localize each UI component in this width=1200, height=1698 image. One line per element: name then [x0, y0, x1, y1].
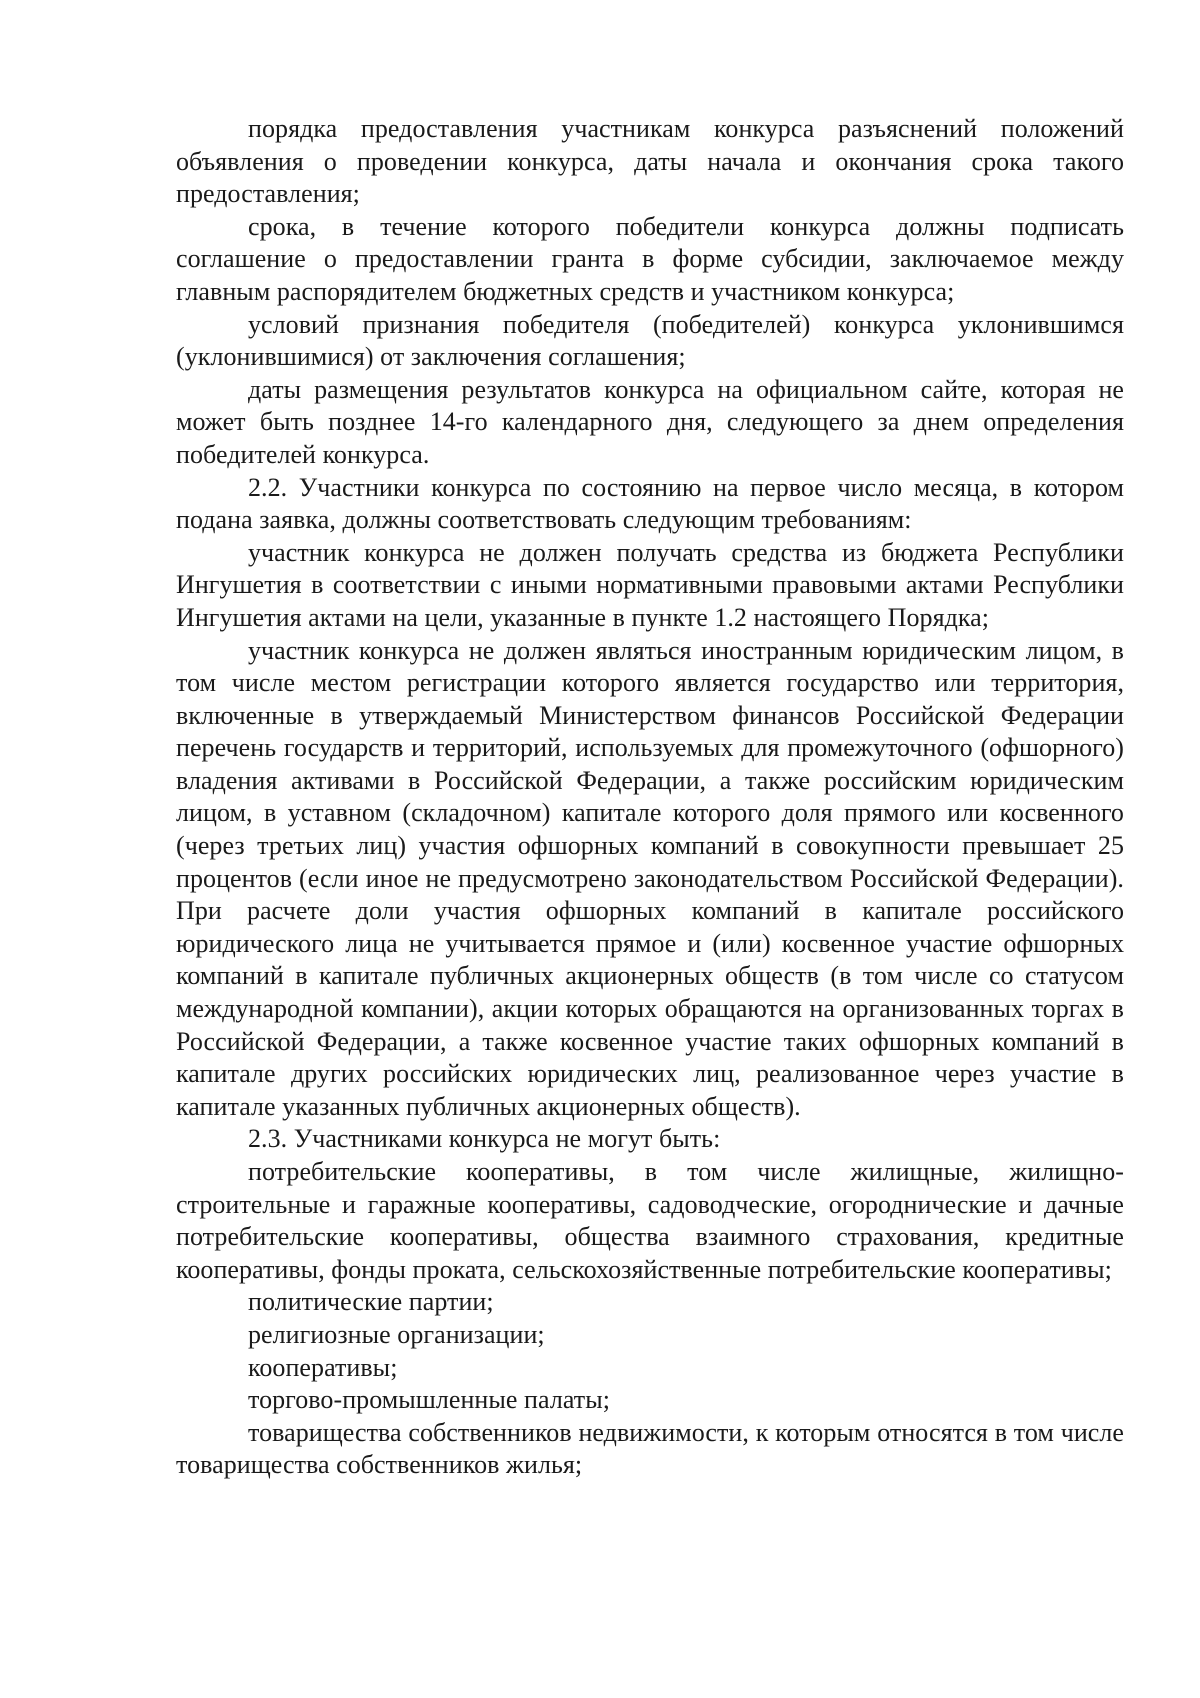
list-item-chambers-of-commerce: торгово-промышленные палаты;	[248, 1385, 610, 1415]
list-item-property-owners-partnerships: товарищества собственников недвижимости, к которым относятся в том числе товарищества собственников жилья;	[176, 1417, 1124, 1480]
paragraph-signing-deadline: срока, в течение которого победители конкурса должны подписать соглашение о предоставлении гранта в форме субсидии, заключаемое между главным распорядителем бюджетных средств и участником конкурса;	[176, 211, 1124, 306]
paragraph-2-2-requirements: 2.2. Участники конкурса по состоянию на первое число месяца, в котором подана заявка, должны соответствовать следующим требованиям:	[176, 472, 1124, 535]
list-item-political-parties: политические партии;	[248, 1287, 494, 1317]
paragraph-results-date: даты размещения результатов конкурса на официальном сайте, которая не может быть позднее 14-го календарного дня, следующего за днем определения победителей конкурса.	[176, 374, 1124, 469]
list-item-consumer-cooperatives: потребительские кооперативы, в том числе жилищные, жилищно-строительные и гаражные кооперативы, садоводческие, огороднические и дачные потребительские кооперативы, общества взаимного страхования, кредитные кооперативы, фонды проката, сельскохозяйственные потребительские кооперативы;	[176, 1157, 1124, 1284]
list-item-religious-organizations: религиозные организации;	[248, 1319, 545, 1349]
paragraph-evasion-conditions: условий признания победителя (победителей) конкурса уклонившимся (уклонившимися) от заключения соглашения;	[176, 309, 1124, 372]
list-item-cooperatives: кооперативы;	[248, 1352, 398, 1382]
paragraph-consultation-period: порядка предоставления участникам конкурса разъяснений положений объявления о проведении конкурса, даты начала и окончания срока такого предоставления;	[176, 114, 1124, 209]
document-page	[176, 113, 1124, 1482]
paragraph-budget-funds: участник конкурса не должен получать средства из бюджета Республики Ингушетия в соответствии с иными нормативными правовыми актами Республики Ингушетия актами на цели, указанные в пункте 1.2 настоящего Порядка;	[176, 537, 1124, 632]
paragraph-2-3-exclusions: 2.3. Участниками конкурса не могут быть:	[248, 1124, 721, 1154]
paragraph-foreign-entity: участник конкурса не должен являться иностранным юридическим лицом, в том числе местом регистрации которого является государство или территория, включенные в утверждаемый Министерством финансов Российской Федерации перечень государств и территорий, используемых для промежуточного (офшорного) владения активами в Российской Федерации, а также российским юридическим лицом, в уставном (складочном) капитале которого доля прямого или косвенного (через третьих лиц) участия офшорных компаний в совокупности превышает 25 процентов (если иное не предусмотрено законодательством Российской Федерации). При расчете доли участия офшорных компаний в капитале российского юридического лица не учитывается прямое и (или) косвенное участие офшорных компаний в капитале публичных акционерных обществ (в том числе со статусом международной компании), акции которых обращаются на организованных торгах в Российской Федерации, а также косвенное участие таких офшорных компаний в капитале других российских юридических лиц, реализованное через участие в капитале указанных публичных акционерных обществ).	[176, 635, 1124, 1121]
